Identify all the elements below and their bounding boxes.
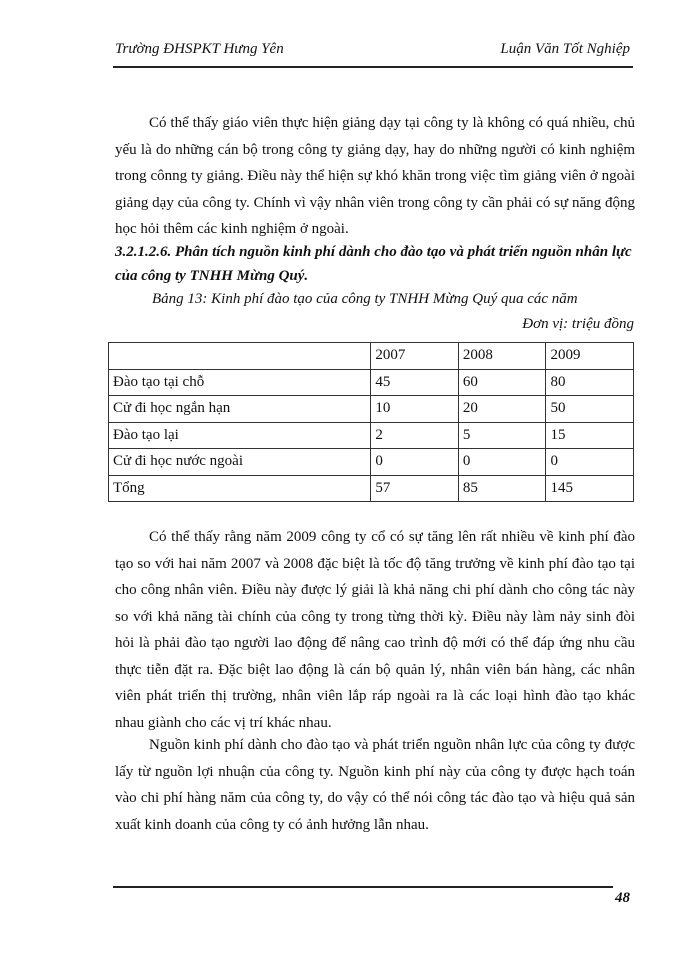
page-number: 48 <box>615 890 630 906</box>
header-school-name: Trường ĐHSPKT Hưng Yên <box>115 41 284 57</box>
table-cell: Đào tạo lại <box>109 422 371 449</box>
table-cell: 45 <box>371 369 459 396</box>
table-total-row <box>109 475 634 502</box>
table-caption: Bảng 13: Kinh phí đào tạo của công ty TNHH Mừng Quý qua các năm <box>152 291 578 307</box>
paragraph-analysis: Có thể thấy rằng năm 2009 công ty cổ có sự tăng lên rất nhiều về kinh phí đào tạo so với hai năm 2007 và 2008 đặc biệt là tốc độ tăng trưởng về kinh phí đào tạo tại cho công nhân viên. Điều này được lý giải là khả năng chi phí dành cho công tác này so với khả năng tài chính của công ty trong từng thời kỳ. Điều này làm nảy sinh đòi hỏi là phải đào tạo người lao động để nâng cao trình độ mới có thể đáp ứng nhu cầu thực tiễn đặt ra. Đặc biệt lao động là cán bộ quản lý, nhân viên bán hàng, các nhân viên phát triển thị trường, nhân viên lắp ráp ngoài ra là các loại hình đào tạo khác nhau giành cho các vị trí khác nhau. <box>115 529 635 731</box>
section-heading: 3.2.1.2.6. Phân tích nguồn kinh phí dành cho đào tạo và phát triển nguồn nhân lực của công ty TNHH Mừng Quý. <box>115 244 632 284</box>
table-cell: 145 <box>546 475 634 502</box>
table-header-cell: 2008 <box>458 343 546 370</box>
table-cell: 57 <box>371 475 459 502</box>
table-cell: 50 <box>546 396 634 423</box>
paragraph-teachers: Có thể thấy giáo viên thực hiện giảng dạy tại công ty là không có quá nhiều, chủ yếu là do những cán bộ trong công ty giảng dạy, hay do những người có kinh nghiệm trong cônng ty giảng. Điều này thể hiện sự khó khăn trong việc tìm giảng viên ở ngoài giảng dạy của công ty. Chính vì vậy nhân viên trong công ty cần phải có sự năng động học hỏi thêm các kinh nghiệm ở ngoài. <box>115 115 635 237</box>
table-row <box>109 369 634 396</box>
paragraph-funding-source: Nguồn kinh phí dành cho đào tạo và phát triển nguồn nhân lực của công ty được lấy từ nguồn lợi nhuận của công ty. Nguồn kinh phí này của công ty được hạch toán vào chi phí hàng năm của công ty, do vậy có thể nói công tác đào tạo và hiệu quả sản xuất kinh doanh của công ty có ảnh hưởng lẫn nhau. <box>115 737 635 833</box>
table-row <box>109 396 634 423</box>
footer-divider <box>113 886 613 888</box>
table-cell: 10 <box>371 396 459 423</box>
table-cell: Tổng <box>109 475 371 502</box>
table-cell: 0 <box>458 449 546 476</box>
header-document-type: Luận Văn Tốt Nghiệp <box>500 41 630 57</box>
table-row <box>109 422 634 449</box>
table-header-cell: 2009 <box>546 343 634 370</box>
table-cell: 20 <box>458 396 546 423</box>
table-cell: 0 <box>546 449 634 476</box>
table-cell: Cử đi học ngắn hạn <box>109 396 371 423</box>
table-unit: Đơn vị: triệu đồng <box>522 316 634 332</box>
table-cell: 80 <box>546 369 634 396</box>
table-cell: 85 <box>458 475 546 502</box>
table-cell: 15 <box>546 422 634 449</box>
table-cell: 0 <box>371 449 459 476</box>
table-cell: 60 <box>458 369 546 396</box>
table-cell: Đào tạo tại chỗ <box>109 369 371 396</box>
table-cell: 2 <box>371 422 459 449</box>
table-header-cell: 2007 <box>371 343 459 370</box>
table-cell: Cử đi học nước ngoài <box>109 449 371 476</box>
table-row <box>109 449 634 476</box>
header-divider <box>113 66 633 68</box>
table-header-cell <box>109 343 371 370</box>
training-cost-table <box>108 342 634 502</box>
table-cell: 5 <box>458 422 546 449</box>
table-header-row <box>109 343 634 370</box>
